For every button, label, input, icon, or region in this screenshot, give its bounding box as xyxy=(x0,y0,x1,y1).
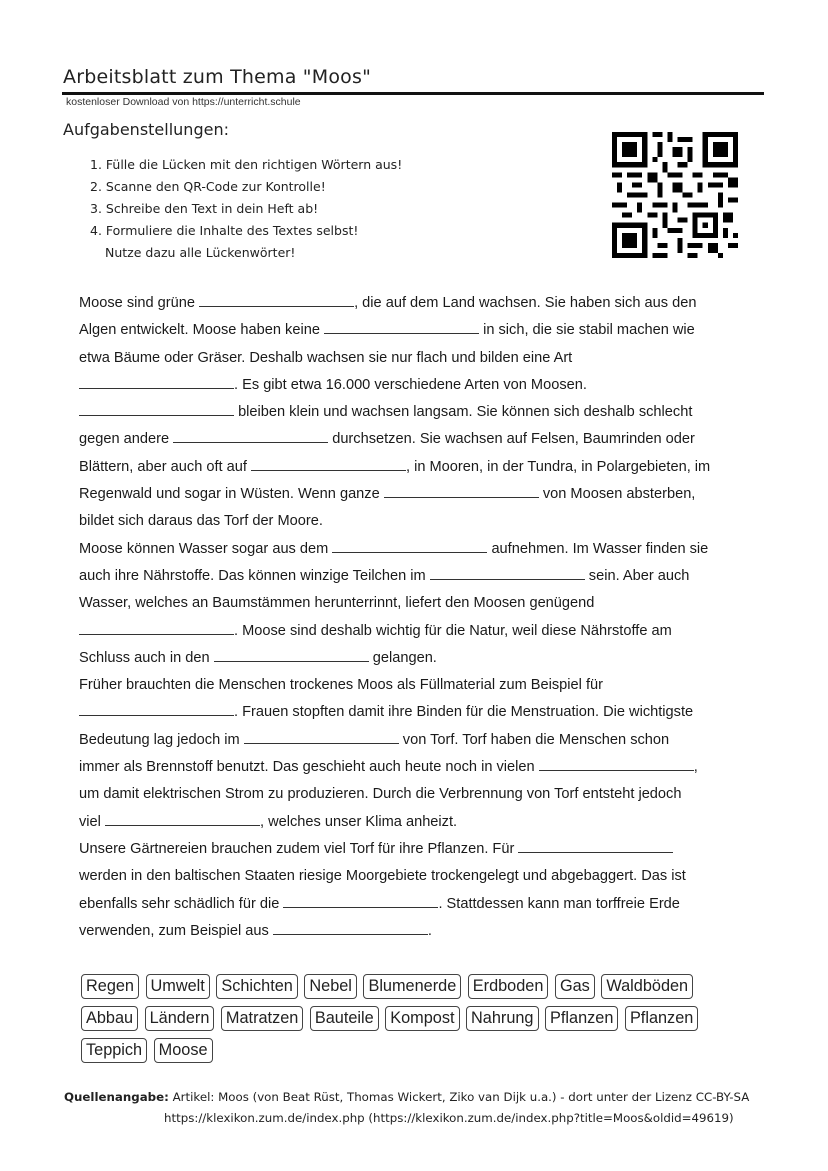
blank-field[interactable] xyxy=(244,729,399,744)
text-line: auch ihre Nährstoffe. Das können winzige Teilchen im sein. Aber auch xyxy=(79,563,710,590)
source-text: Artikel: Moos (von Beat Rüst, Thomas Wickert, Ziko van Dijk u.a.) - dort unter der Lizenz CC-BY-SA xyxy=(168,1090,750,1104)
text-line: Bedeutung lag jedoch im von Torf. Torf haben die Menschen schon xyxy=(79,727,710,754)
tasks-heading: Aufgabenstellungen: xyxy=(63,120,229,139)
task-item: 3. Schreibe den Text in dein Heft ab! xyxy=(90,201,319,216)
text-line: Früher brauchten die Menschen trockenes Moos als Füllmaterial zum Beispiel für xyxy=(79,677,603,694)
text-line: Schluss auch in den gelangen. xyxy=(79,645,710,672)
text-line: . Moose sind deshalb wichtig für die Natur, weil diese Nährstoffe am xyxy=(79,618,710,645)
word-chip[interactable]: Umwelt xyxy=(146,974,210,999)
word-bank-row xyxy=(81,974,771,1006)
source-label: Quellenangabe: xyxy=(64,1090,169,1104)
task-item: 1. Fülle die Lücken mit den richtigen Wörtern aus! xyxy=(90,157,403,172)
text-line: Wasser, welches an Baumstämmen herunterrinnt, liefert den Moosen genügend xyxy=(79,595,595,612)
task-item: 4. Formuliere die Inhalte des Textes selbst! xyxy=(90,223,359,238)
blank-field[interactable] xyxy=(79,701,234,716)
word-chip[interactable]: Matratzen xyxy=(221,1006,303,1031)
text-line: immer als Brennstoff benutzt. Das geschieht auch heute noch in vielen , xyxy=(79,754,710,781)
text-line: bildet sich daraus das Torf der Moore. xyxy=(79,513,323,530)
blank-field[interactable] xyxy=(79,620,234,635)
blank-field[interactable] xyxy=(214,647,369,662)
blank-field[interactable] xyxy=(79,401,234,416)
word-chip[interactable]: Blumenerde xyxy=(363,974,461,999)
text-line: Blättern, aber auch oft auf , in Mooren, in der Tundra, in Polargebieten, im xyxy=(79,454,710,481)
word-chip[interactable]: Ländern xyxy=(145,1006,215,1031)
blank-field[interactable] xyxy=(173,428,328,443)
text-line: Regenwald und sogar in Wüsten. Wenn ganze von Moosen absterben, xyxy=(79,481,710,508)
word-chip[interactable]: Bauteile xyxy=(310,1006,379,1031)
title-divider xyxy=(62,92,764,95)
text-line: Unsere Gärtnereien brauchen zudem viel Torf für ihre Pflanzen. Für xyxy=(79,836,710,863)
text-line: um damit elektrischen Strom zu produzieren. Durch die Verbrennung von Torf entsteht jedoch xyxy=(79,786,682,803)
word-bank xyxy=(81,974,771,1070)
word-chip[interactable]: Moose xyxy=(154,1038,213,1063)
word-bank-row xyxy=(81,1006,771,1038)
blank-field[interactable] xyxy=(539,756,694,771)
word-chip[interactable]: Kompost xyxy=(385,1006,459,1031)
text-line: bleiben klein und wachsen langsam. Sie können sich deshalb schlecht xyxy=(79,399,710,426)
text-line: . Frauen stopften damit ihre Binden für die Menstruation. Die wichtigste xyxy=(79,699,710,726)
blank-field[interactable] xyxy=(79,374,234,389)
cloze-text xyxy=(79,290,710,945)
blank-field[interactable] xyxy=(332,538,487,553)
text-line: verwenden, zum Beispiel aus . xyxy=(79,918,710,945)
text-line: viel , welches unser Klima anheizt. xyxy=(79,809,710,836)
blank-field[interactable] xyxy=(518,838,673,853)
text-line: Algen entwickelt. Moose haben keine in sich, die sie stabil machen wie xyxy=(79,317,710,344)
blank-field[interactable] xyxy=(324,319,479,334)
text-line: gegen andere durchsetzen. Sie wachsen auf Felsen, Baumrinden oder xyxy=(79,426,710,453)
qr-code-icon xyxy=(612,132,738,258)
word-chip[interactable]: Schichten xyxy=(216,974,298,999)
word-chip[interactable]: Pflanzen xyxy=(545,1006,618,1031)
blank-field[interactable] xyxy=(273,920,428,935)
word-chip[interactable]: Nahrung xyxy=(466,1006,538,1031)
blank-field[interactable] xyxy=(384,483,539,498)
text-line: etwa Bäume oder Gräser. Deshalb wachsen sie nur flach und bilden eine Art xyxy=(79,349,573,366)
text-line: ebenfalls sehr schädlich für die . Stattdessen kann man torffreie Erde xyxy=(79,891,710,918)
text-line: werden in den baltischen Staaten riesige Moorgebiete trockengelegt und abgebaggert. Das ist xyxy=(79,868,686,885)
task-list xyxy=(90,154,402,264)
word-chip[interactable]: Abbau xyxy=(81,1006,138,1031)
blank-field[interactable] xyxy=(105,811,260,826)
download-note: kostenloser Download von https://unterricht.schule xyxy=(66,96,301,108)
source-url: https://klexikon.zum.de/index.php (https://klexikon.zum.de/index.php?title=Moos&oldid=49619) xyxy=(164,1111,734,1125)
word-chip[interactable]: Teppich xyxy=(81,1038,147,1063)
word-chip[interactable]: Regen xyxy=(81,974,139,999)
word-chip[interactable]: Pflanzen xyxy=(625,1006,698,1031)
text-line: Moose sind grüne , die auf dem Land wachsen. Sie haben sich aus den xyxy=(79,290,710,317)
word-chip[interactable]: Waldböden xyxy=(601,974,693,999)
page-title: Arbeitsblatt zum Thema "Moos" xyxy=(63,66,372,88)
task-item-continuation: Nutze dazu alle Lückenwörter! xyxy=(105,245,296,260)
blank-field[interactable] xyxy=(430,565,585,580)
text-line: Moose können Wasser sogar aus dem aufnehmen. Im Wasser finden sie xyxy=(79,536,710,563)
word-chip[interactable]: Gas xyxy=(555,974,595,999)
word-bank-row xyxy=(81,1038,771,1070)
blank-field[interactable] xyxy=(199,292,354,307)
source-attribution xyxy=(64,1087,749,1129)
word-chip[interactable]: Erdboden xyxy=(468,974,549,999)
text-line: . Es gibt etwa 16.000 verschiedene Arten von Moosen. xyxy=(79,372,710,399)
blank-field[interactable] xyxy=(251,456,406,471)
word-chip[interactable]: Nebel xyxy=(304,974,357,999)
blank-field[interactable] xyxy=(283,893,438,908)
task-item: 2. Scanne den QR-Code zur Kontrolle! xyxy=(90,179,326,194)
